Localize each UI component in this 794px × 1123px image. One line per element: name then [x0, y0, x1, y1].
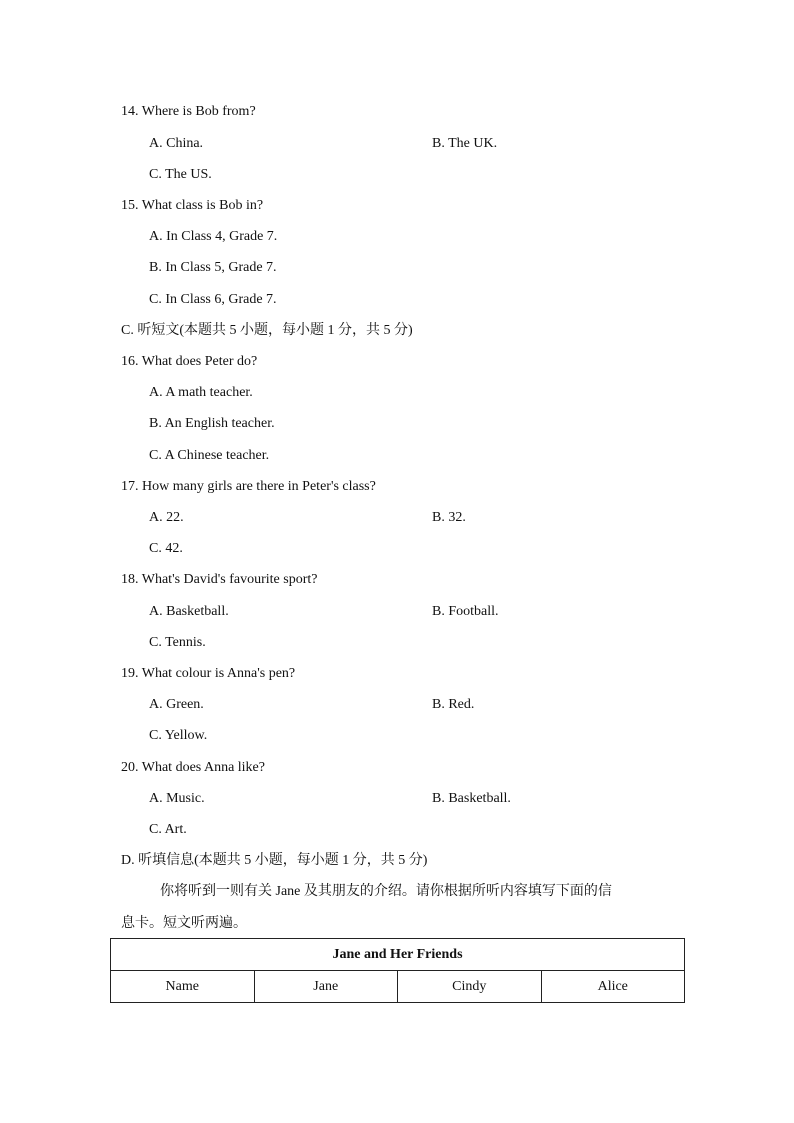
- info-card-title: Jane and Her Friends: [111, 939, 685, 971]
- option-20-b: B. Basketball.: [432, 791, 511, 806]
- info-card-row-header: Name: [111, 971, 255, 1003]
- option-19-a: A. Green.: [149, 697, 204, 712]
- question-20: 20. What does Anna like?: [121, 760, 265, 775]
- option-17-a: A. 22.: [149, 510, 184, 525]
- question-18: 18. What's David's favourite sport?: [121, 572, 318, 587]
- option-18-a: A. Basketball.: [149, 604, 229, 619]
- info-card-name-cell: Cindy: [398, 971, 542, 1003]
- question-17: 17. How many girls are there in Peter's class?: [121, 479, 376, 494]
- question-14: 14. Where is Bob from?: [121, 104, 256, 119]
- question-19: 19. What colour is Anna's pen?: [121, 666, 296, 681]
- option-15-b: B. In Class 5, Grade 7.: [149, 260, 277, 275]
- option-18-c: C. Tennis.: [149, 635, 206, 650]
- option-15-a: A. In Class 4, Grade 7.: [149, 229, 278, 244]
- option-14-a: A. China.: [149, 136, 204, 151]
- option-15-c: C. In Class 6, Grade 7.: [149, 292, 277, 307]
- option-20-c: C. Art.: [149, 822, 187, 837]
- info-card-table: [110, 938, 685, 1003]
- section-d-instruction-line-1: 你将听到一则有关 Jane 及其朋友的介绍。请你根据所听内容填写下面的信: [160, 884, 612, 899]
- option-17-b: B. 32.: [432, 510, 466, 525]
- info-card-name-cell: Jane: [254, 971, 398, 1003]
- section-d-instruction-line-2: 息卡。短文听两遍。: [121, 916, 247, 931]
- section-d-heading: D. 听填信息(本题共 5 小题，每小题 1 分，共 5 分): [121, 853, 428, 868]
- question-15: 15. What class is Bob in?: [121, 198, 264, 213]
- option-20-a: A. Music.: [149, 791, 205, 806]
- option-14-c: C. The US.: [149, 167, 212, 182]
- info-card-title-row: [111, 939, 685, 971]
- option-18-b: B. Football.: [432, 604, 499, 619]
- option-16-a: A. A math teacher.: [149, 385, 253, 400]
- info-card-name-row: [111, 971, 685, 1003]
- option-17-c: C. 42.: [149, 541, 183, 556]
- option-19-b: B. Red.: [432, 697, 475, 712]
- option-16-c: C. A Chinese teacher.: [149, 448, 270, 463]
- section-c-heading: C. 听短文(本题共 5 小题，每小题 1 分，共 5 分): [121, 323, 413, 338]
- option-16-b: B. An English teacher.: [149, 416, 275, 431]
- option-19-c: C. Yellow.: [149, 728, 208, 743]
- question-16: 16. What does Peter do?: [121, 354, 258, 369]
- option-14-b: B. The UK.: [432, 136, 498, 151]
- info-card-name-cell: Alice: [541, 971, 685, 1003]
